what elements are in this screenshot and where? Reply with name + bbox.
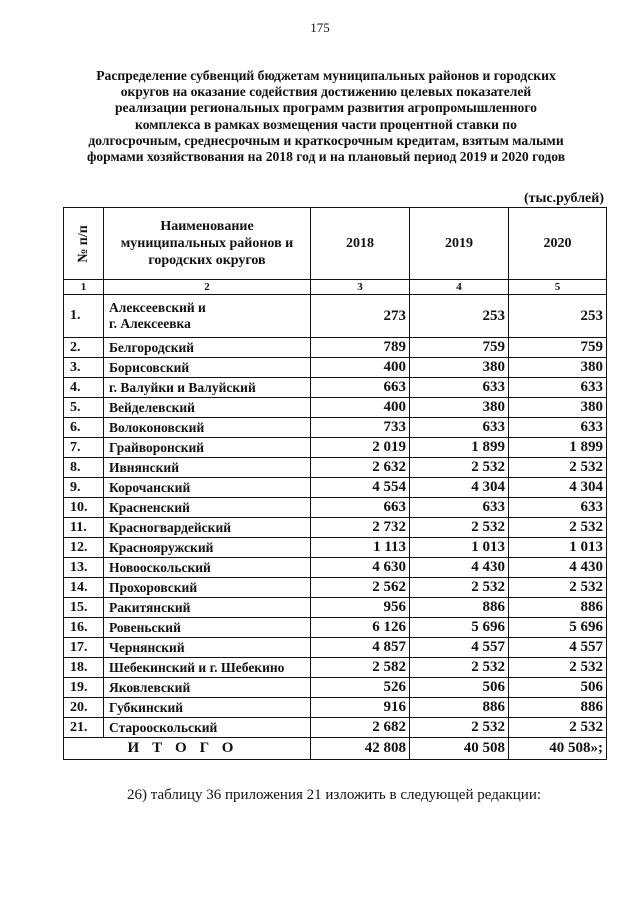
row-number: 21. xyxy=(64,718,104,738)
total-row xyxy=(64,738,607,760)
row-name-line: г. Алексеевка xyxy=(109,316,191,331)
table-row xyxy=(64,598,607,618)
header-2019: 2019 xyxy=(410,208,509,280)
value-2019: 506 xyxy=(410,678,509,698)
row-number: 17. xyxy=(64,638,104,658)
table-row xyxy=(64,638,607,658)
value-2019: 886 xyxy=(410,698,509,718)
value-2020: 5 696 xyxy=(509,618,607,638)
row-name: Вейделевский xyxy=(104,398,311,418)
title-line: формами хозяйствования на 2018 год и на плановый период 2019 и 2020 годов xyxy=(86,149,566,165)
row-number: 16. xyxy=(64,618,104,638)
total-2019: 40 508 xyxy=(410,738,509,760)
row-number: 8. xyxy=(64,458,104,478)
value-2019: 633 xyxy=(410,498,509,518)
total-2018: 42 808 xyxy=(311,738,410,760)
value-2019: 2 532 xyxy=(410,458,509,478)
value-2018: 2 582 xyxy=(311,658,410,678)
row-name: Ровеньский xyxy=(104,618,311,638)
subsidy-table xyxy=(63,207,607,760)
table-row xyxy=(64,538,607,558)
table-row xyxy=(64,398,607,418)
total-2020: 40 508»; xyxy=(509,738,607,760)
value-2018: 663 xyxy=(311,498,410,518)
value-2019: 759 xyxy=(410,338,509,358)
header-name-line: городских округов xyxy=(148,253,266,268)
value-2018: 4 857 xyxy=(311,638,410,658)
header-name-line: муниципальных районов и xyxy=(120,236,294,251)
column-index: 4 xyxy=(410,280,509,295)
value-2020: 633 xyxy=(509,418,607,438)
row-name: г. Валуйки и Валуйский xyxy=(104,378,311,398)
value-2019: 380 xyxy=(410,358,509,378)
header-2018: 2018 xyxy=(311,208,410,280)
table-row xyxy=(64,618,607,638)
amendment-text: 26) таблицу 36 приложения 21 изложить в следующей редакции: xyxy=(127,787,542,803)
value-2020: 506 xyxy=(509,678,607,698)
value-2020: 633 xyxy=(509,378,607,398)
value-2018: 6 126 xyxy=(311,618,410,638)
row-number: 13. xyxy=(64,558,104,578)
value-2018: 4 630 xyxy=(311,558,410,578)
column-index: 5 xyxy=(509,280,607,295)
document-title xyxy=(58,68,594,165)
value-2019: 380 xyxy=(410,398,509,418)
table-row xyxy=(64,438,607,458)
column-index: 3 xyxy=(311,280,410,295)
value-2018: 2 562 xyxy=(311,578,410,598)
value-2018: 2 732 xyxy=(311,518,410,538)
value-2020: 380 xyxy=(509,398,607,418)
row-number: 12. xyxy=(64,538,104,558)
row-name: Ивнянский xyxy=(104,458,311,478)
value-2019: 2 532 xyxy=(410,718,509,738)
total-label: ИТОГО xyxy=(64,738,311,760)
value-2019: 253 xyxy=(410,295,509,338)
value-2018: 4 554 xyxy=(311,478,410,498)
table-row xyxy=(64,558,607,578)
row-number: 3. xyxy=(64,358,104,378)
row-name: Прохоровский xyxy=(104,578,311,598)
value-2020: 2 532 xyxy=(509,718,607,738)
row-number: 11. xyxy=(64,518,104,538)
row-name: Ракитянский xyxy=(104,598,311,618)
value-2020: 1 899 xyxy=(509,438,607,458)
title-line: реализации региональных программ развития агропромышленного xyxy=(115,100,537,116)
value-2018: 400 xyxy=(311,398,410,418)
value-2019: 2 532 xyxy=(410,658,509,678)
row-name: Грайворонский xyxy=(104,438,311,458)
header-2020: 2020 xyxy=(509,208,607,280)
row-name: Шебекинский и г. Шебекино xyxy=(104,658,311,678)
value-2019: 4 304 xyxy=(410,478,509,498)
row-name: Яковлевский xyxy=(104,678,311,698)
title-line: округов на оказание содействия достижению целевых показателей xyxy=(120,84,532,100)
row-number: 9. xyxy=(64,478,104,498)
page-number: 175 xyxy=(310,20,330,35)
value-2019: 2 532 xyxy=(410,518,509,538)
row-number: 6. xyxy=(64,418,104,438)
table-row xyxy=(64,338,607,358)
value-2018: 2 632 xyxy=(311,458,410,478)
value-2019: 1 899 xyxy=(410,438,509,458)
row-name: Старооскольский xyxy=(104,718,311,738)
value-2019: 5 696 xyxy=(410,618,509,638)
value-2020: 2 532 xyxy=(509,578,607,598)
table-row xyxy=(64,378,607,398)
column-index: 1 xyxy=(64,280,104,295)
row-name xyxy=(104,295,311,338)
row-number: 5. xyxy=(64,398,104,418)
value-2018: 663 xyxy=(311,378,410,398)
value-2018: 2 682 xyxy=(311,718,410,738)
value-2018: 2 019 xyxy=(311,438,410,458)
value-2020: 2 532 xyxy=(509,458,607,478)
table-row xyxy=(64,295,607,338)
header-name xyxy=(104,208,311,280)
row-number: 15. xyxy=(64,598,104,618)
row-name: Красногвардейский xyxy=(104,518,311,538)
value-2020: 759 xyxy=(509,338,607,358)
table-row xyxy=(64,578,607,598)
row-name: Борисовский xyxy=(104,358,311,378)
units-label: (тыс.рублей) xyxy=(523,191,604,206)
row-name: Губкинский xyxy=(104,698,311,718)
row-number: 20. xyxy=(64,698,104,718)
row-number: 14. xyxy=(64,578,104,598)
table-row xyxy=(64,698,607,718)
value-2018: 733 xyxy=(311,418,410,438)
row-name: Волоконовский xyxy=(104,418,311,438)
title-line: Распределение субвенций бюджетам муниципальных районов и городских xyxy=(96,68,556,83)
table-row xyxy=(64,458,607,478)
value-2020: 886 xyxy=(509,698,607,718)
row-number: 4. xyxy=(64,378,104,398)
value-2018: 956 xyxy=(311,598,410,618)
value-2020: 4 557 xyxy=(509,638,607,658)
table-row xyxy=(64,358,607,378)
value-2018: 916 xyxy=(311,698,410,718)
value-2018: 526 xyxy=(311,678,410,698)
title-line: комплекса в рамках возмещения части процентной ставки по xyxy=(135,116,517,132)
title-line: долгосрочным, среднесрочным и краткосрочным кредитам, взятым малыми xyxy=(88,132,564,148)
row-name: Краснояружский xyxy=(104,538,311,558)
table-row xyxy=(64,658,607,678)
row-number: 19. xyxy=(64,678,104,698)
value-2018: 789 xyxy=(311,338,410,358)
value-2018: 400 xyxy=(311,358,410,378)
table-row xyxy=(64,518,607,538)
value-2019: 4 557 xyxy=(410,638,509,658)
table-row xyxy=(64,678,607,698)
header-name-line: Наименование xyxy=(160,219,254,234)
value-2019: 633 xyxy=(410,418,509,438)
row-name: Корочанский xyxy=(104,478,311,498)
column-index: 2 xyxy=(104,280,311,295)
value-2020: 2 532 xyxy=(509,658,607,678)
value-2020: 1 013 xyxy=(509,538,607,558)
row-name: Белгородский xyxy=(104,338,311,358)
header-num xyxy=(64,208,104,280)
row-name: Чернянский xyxy=(104,638,311,658)
value-2019: 1 013 xyxy=(410,538,509,558)
value-2018: 273 xyxy=(311,295,410,338)
table-header-row xyxy=(64,208,607,280)
value-2019: 886 xyxy=(410,598,509,618)
row-name: Новооскольский xyxy=(104,558,311,578)
row-number: 7. xyxy=(64,438,104,458)
value-2020: 380 xyxy=(509,358,607,378)
table-row xyxy=(64,718,607,738)
value-2020: 4 304 xyxy=(509,478,607,498)
table-row xyxy=(64,418,607,438)
value-2019: 633 xyxy=(410,378,509,398)
row-number: 1. xyxy=(64,295,104,338)
value-2019: 2 532 xyxy=(410,578,509,598)
value-2020: 886 xyxy=(509,598,607,618)
value-2020: 633 xyxy=(509,498,607,518)
table-row xyxy=(64,498,607,518)
row-name: Красненский xyxy=(104,498,311,518)
header-num-label: № п/п xyxy=(75,224,91,263)
value-2019: 4 430 xyxy=(410,558,509,578)
value-2020: 2 532 xyxy=(509,518,607,538)
row-number: 2. xyxy=(64,338,104,358)
row-name-line: Алексеевский и xyxy=(109,300,206,315)
row-number: 18. xyxy=(64,658,104,678)
value-2020: 4 430 xyxy=(509,558,607,578)
row-number: 10. xyxy=(64,498,104,518)
table-row xyxy=(64,478,607,498)
value-2020: 253 xyxy=(509,295,607,338)
value-2018: 1 113 xyxy=(311,538,410,558)
column-index-row xyxy=(64,280,607,295)
